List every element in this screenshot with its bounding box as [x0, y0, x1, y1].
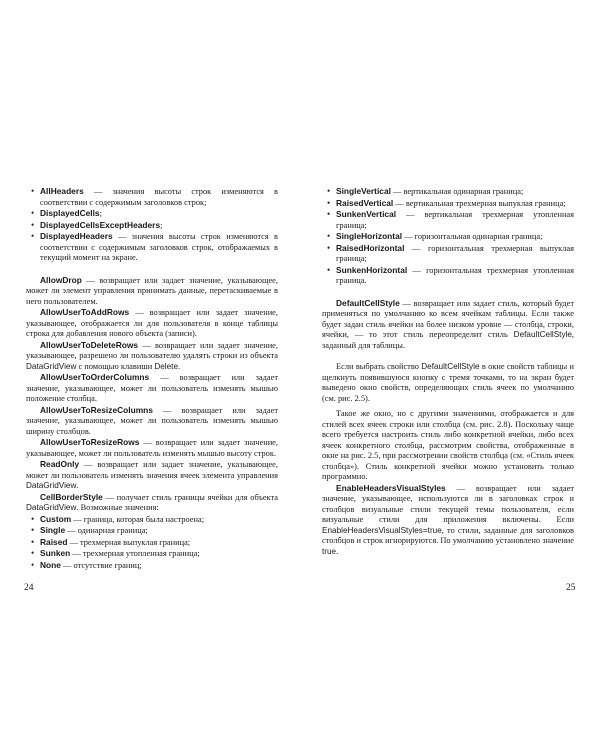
paragraph-enable-headers-visual-styles: EnableHeadersVisualStyles — возвращает или задает значение, указывающее, используются ли в заголовках строк и столбцов визуальные стили текущей темы пользователя, если визуальные стили для приложения включены. Если EnableHeadersVisualStyles=true, то стили, заданные для заголовков столбцов и строк игнорируются. По умолчанию установлено значение true.	[322, 482, 574, 556]
term: AllHeaders	[40, 186, 84, 196]
list-item: • Raised — трехмерная выпуклая граница;	[26, 537, 278, 549]
list-item: • SunkenHorizontal — горизонтальная трехмерная утопленная граница.	[322, 265, 574, 287]
list-item: • Custom — граница, которая была настроена;	[26, 514, 278, 526]
paragraph-same-window: Такое же окно, но с другими значениями, отображается и для стилей всех ячеек строки или столбца (см. рис. 2.8). Поскольку чаще всего требуется настроить стиль либо конкретной ячейки, либо всех ячеек конкретного столбца, рассмотрим свойства, отображенные в окне на рис. 2.5, при рассмотрении свойств столбца (см. «Стиль ячеек столбца»). Стиль конкретной ячейки можно установить только программно.	[322, 409, 574, 481]
paragraph-allow-add-rows: AllowUserToAddRows — возвращает или задает значение, указывающее, отображается ли для пользователя в конце таблицы строка для добавления нового объекта (записи).	[26, 307, 278, 338]
list-item: • RaisedHorizontal — горизонтальная трехмерная выпуклая граница;	[322, 243, 574, 265]
list-item: • SunkenVertical — вертикальная трехмерная утопленная граница;	[322, 209, 574, 231]
list-item: • SingleHorizontal — горизонтальная одинарная граница;	[322, 231, 574, 243]
left-page	[26, 186, 278, 571]
paragraph-cell-border-style: CellBorderStyle — получает стиль границы ячейки для объекта DataGridView. Возможные значения:	[26, 491, 278, 512]
list-item: • Single — одинарная граница;	[26, 525, 278, 537]
list-item: • DisplayedCellsExceptHeaders;	[26, 220, 278, 232]
border-style-list-continued	[322, 186, 574, 287]
paragraph-allow-resize-columns: AllowUserToResizeColumns — возвращает или задает значение, указывающее, может ли пользователь изменять мышью ширину столбцов.	[26, 404, 278, 436]
term: DisplayedCells	[40, 208, 100, 218]
paragraph-select-property: Если выбрать свойство DefaultCellStyle в окне свойств таблицы и щелкнуть появившуюся кнопку с тремя точками, то на экран будет выведено окно свойств, определяющих стиль ячеек по умолчанию (см. рис. 2.5).	[322, 362, 575, 403]
page-number-left: 24	[24, 583, 34, 593]
paragraph-allow-delete-rows: AllowUserToDeleteRows — возвращает или задает значение, указывающее, разрешено ли пользователю удалять строки из объекта DataGridView с помощью клавиши Delete.	[26, 339, 278, 371]
paragraph-default-cell-style: DefaultCellStyle — возвращает или задает стиль, который будет применяться по умолчанию ко всем ячейкам таблицы. Если также будет задан стиль ячейки на более низком уровне — столбца, строки, ячейки, — то этот стиль переопределит стиль DefaultCellStyle, заданный для таблицы.	[322, 297, 574, 350]
term: DisplayedHeaders	[40, 231, 113, 241]
paragraph-read-only: ReadOnly — возвращает или задает значение, указывающее, может ли пользователь изменять значения ячеек элемента управления DataGridView.	[26, 459, 278, 490]
right-page	[322, 186, 574, 557]
border-style-list	[26, 514, 278, 572]
paragraph-allow-resize-rows: AllowUserToResizeRows — возвращает или задает значение, указывающее, может ли пользователь изменять мышью высоту строк.	[26, 437, 278, 458]
term: DisplayedCellsExceptHeaders	[40, 219, 161, 230]
paragraph-allow-order-columns: AllowUserToOrderColumns — возвращает или задает значение, указывающее, может ли пользователь изменять мышью положение столбца.	[26, 372, 278, 403]
list-item: • DisplayedHeaders — значения высоты строк изменяются в соответствии с содержимым заголовков строк, отображаемых в текущий момент на экране.	[26, 231, 278, 264]
page-number-right: 25	[566, 583, 576, 593]
paragraph-allow-drop: AllowDrop — возвращает или задает значение, указывающее, может ли элемент управления принимать данные, перетаскиваемые в него пользователем.	[26, 274, 278, 306]
list-item: • None — отсутствие границ;	[26, 560, 278, 572]
list-item: • AllHeaders — значения высоты строк изменяются в соответствии с содержимым заголовков строк;	[26, 186, 278, 208]
list-item: • DisplayedCells;	[26, 208, 278, 220]
auto-size-rows-list	[26, 186, 278, 264]
list-item: • RaisedVertical — вертикальная трехмерная выпуклая граница;	[322, 198, 574, 210]
list-item: • SingleVertical — вертикальная одинарная граница;	[322, 186, 574, 198]
list-item: • Sunken — трехмерная утопленная граница;	[26, 548, 278, 560]
